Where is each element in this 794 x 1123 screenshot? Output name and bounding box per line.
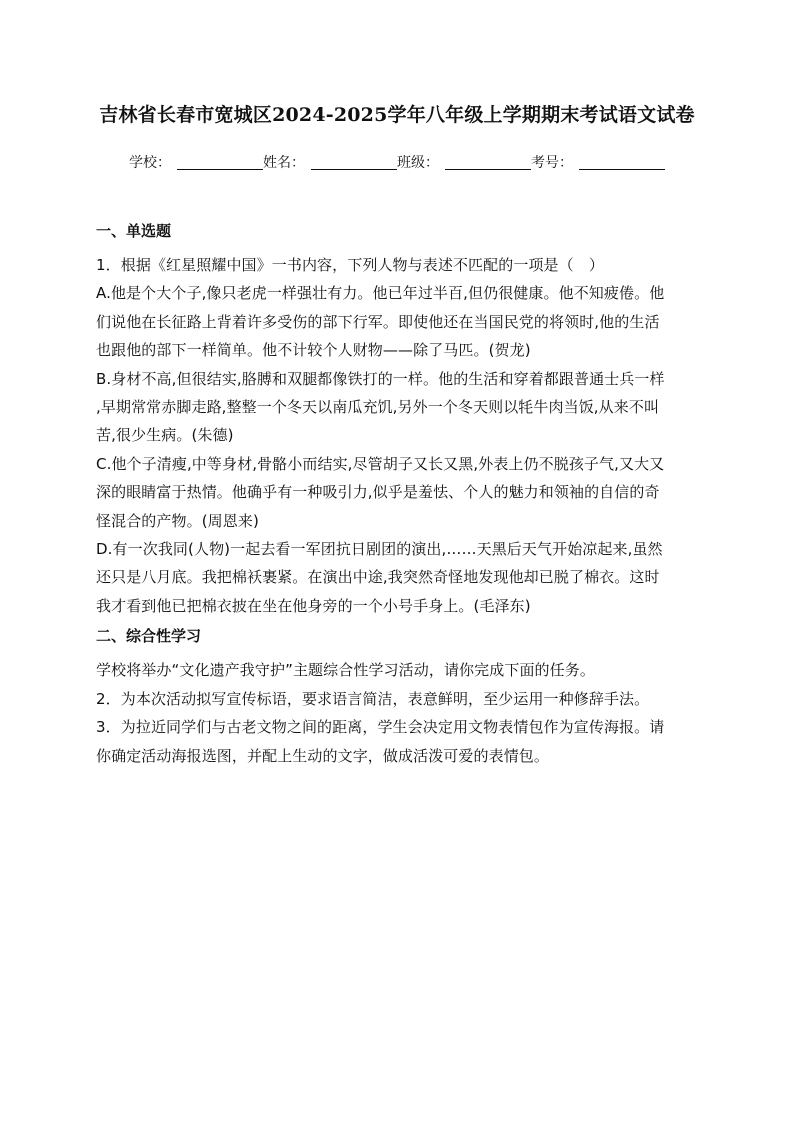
class-blank[interactable] bbox=[445, 153, 531, 170]
question-1-stem: 1．根据《红星照耀中国》一书内容，下列人物与表述不匹配的一项是（ ） bbox=[96, 256, 604, 274]
option-b-line: 苦,很少生病。(朱德) bbox=[96, 426, 234, 445]
name-label: 姓名： bbox=[263, 155, 305, 171]
activity-intro: 学校将举办“文化遗产我守护”主题综合性学习活动，请你完成下面的任务。 bbox=[96, 661, 595, 680]
option-b-line: B.身材不高,但很结实,胳膊和双腿都像铁打的一样。他的生活和穿着都跟普通士兵一样 bbox=[96, 369, 665, 388]
question-3-line: 你确定活动海报选图，并配上生动的文字，做成活泼可爱的表情包。 bbox=[96, 746, 550, 765]
option-d-line: 我才看到他已把棉衣披在坐在他身旁的一个小号手身上。(毛泽东) bbox=[96, 596, 531, 615]
option-d-line: D.有一次我同(人物)一起去看一军团抗日剧团的演出,……天黑后天气开始凉起来,虽然 bbox=[96, 540, 663, 559]
school-label: 学校： bbox=[129, 155, 171, 171]
option-b-line: ,早期常常赤脚走路,整整一个冬天以南瓜充饥,另外一个冬天则以牦牛肉当饭,从来不叫 bbox=[96, 398, 660, 417]
exam-number-label: 考号： bbox=[531, 155, 573, 171]
exam-number-blank[interactable] bbox=[579, 153, 665, 170]
question-2: 2．为本次活动拟写宣传标语，要求语言简洁，表意鲜明，至少运用一种修辞手法。 bbox=[96, 689, 650, 708]
section-heading: 二、综合性学习 bbox=[96, 627, 202, 646]
exam-body bbox=[96, 219, 704, 770]
section-comprehensive-study bbox=[96, 624, 704, 770]
option-c-line: 深的眼睛富于热情。他确乎有一种吸引力,似乎是羞怯、个人的魅力和领袖的自信的奇 bbox=[96, 483, 660, 502]
student-info-line bbox=[0, 152, 794, 174]
section-heading: 一、单选题 bbox=[96, 222, 172, 240]
option-c-line: C.他个子清瘦,中等身材,骨骼小而结实,尽管胡子又长又黑,外表上仍不脱孩子气,又大又 bbox=[96, 454, 665, 473]
option-a-line: A.他是个大个子,像只老虎一样强壮有力。他已年过半百,但仍很健康。他不知疲倦。他 bbox=[96, 284, 665, 303]
option-d-line: 还只是八月底。我把棉袄裹紧。在演出中途,我突然奇怪地发现他却已脱了棉衣。这时 bbox=[96, 568, 660, 587]
option-c-line: 怪混合的产物。(周恩来) bbox=[96, 511, 259, 530]
class-field bbox=[397, 152, 531, 174]
exam-number-field bbox=[531, 152, 665, 174]
section-single-choice bbox=[96, 219, 704, 620]
option-a-line: 们说他在长征路上背着许多受伤的部下行军。即使他还在当国民党的将领时,他的生活 bbox=[96, 312, 660, 331]
exam-title: 吉林省长春市宽城区2024-2025学年八年级上学期期末考试语文试卷 bbox=[99, 104, 695, 126]
name-blank[interactable] bbox=[311, 153, 397, 170]
question-1 bbox=[96, 251, 704, 620]
school-blank[interactable] bbox=[177, 153, 263, 170]
option-a-line: 也跟他的部下一样简单。他不计较个人财物——除了马匹。(贺龙) bbox=[96, 341, 531, 360]
question-3-line: 3．为拉近同学们与古老文物之间的距离，学生会决定用文物表情包作为宣传海报。请 bbox=[96, 718, 665, 737]
name-field bbox=[263, 152, 397, 174]
school-field bbox=[129, 152, 263, 174]
class-label: 班级： bbox=[397, 155, 439, 171]
